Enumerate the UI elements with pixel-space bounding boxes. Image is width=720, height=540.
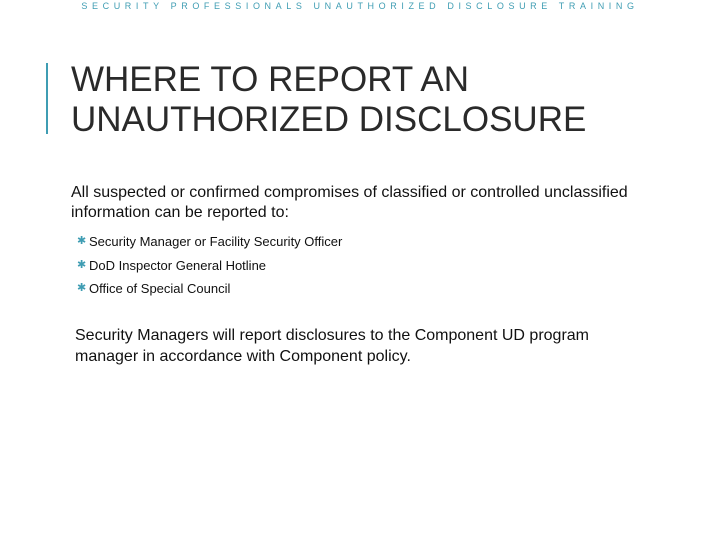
slide-title-line-2: UNAUTHORIZED DISCLOSURE xyxy=(71,100,587,139)
list-item-label: Security Manager or Facility Security Officer xyxy=(89,234,343,250)
closing-paragraph: Security Managers will report disclosures to the Component UD program manager in accordance with Component policy. xyxy=(75,327,589,365)
list-item-label: Office of Special Council xyxy=(89,281,231,297)
list-item-label: DoD Inspector General Hotline xyxy=(89,257,267,273)
list-item xyxy=(77,254,342,278)
list-item xyxy=(77,230,342,254)
slide-title xyxy=(71,60,691,140)
list-item xyxy=(77,277,342,301)
header-banner: SECURITY PROFESSIONALS UNAUTHORIZED DISCLOSURE TRAINING xyxy=(81,1,639,11)
report-options-list xyxy=(77,230,342,301)
asterisk-bullet-icon: ✱ xyxy=(77,235,87,248)
title-accent-bar xyxy=(46,63,48,134)
asterisk-bullet-icon: ✱ xyxy=(77,258,87,271)
intro-paragraph: All suspected or confirmed compromises of classified or controlled unclassified information can be reported to: xyxy=(71,184,628,221)
asterisk-bullet-icon: ✱ xyxy=(77,282,87,295)
slide-title-line-1: WHERE TO REPORT AN xyxy=(71,60,470,99)
